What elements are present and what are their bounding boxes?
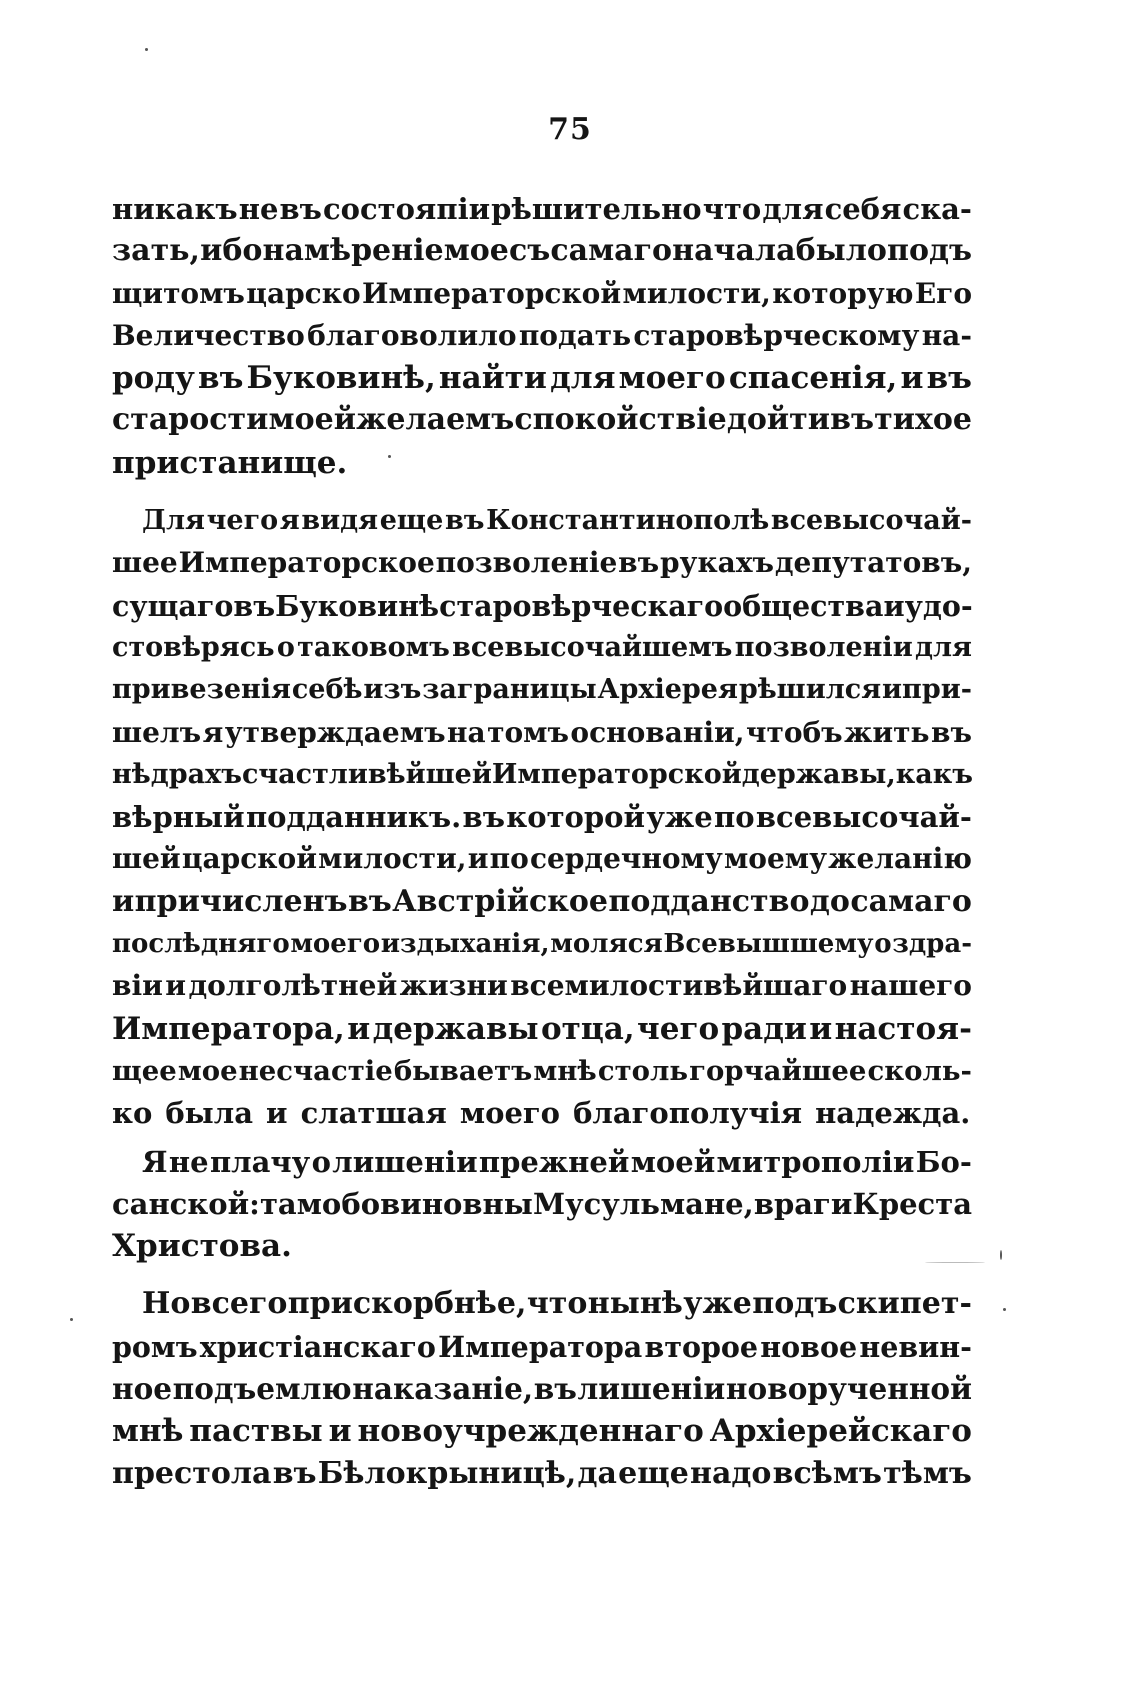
word: утверждаемъ (224, 715, 446, 749)
word: найти (438, 360, 547, 397)
word: о (276, 631, 295, 663)
word: изъ (363, 674, 422, 706)
word: позволеніе (435, 546, 618, 580)
word: щитомъ (112, 276, 245, 310)
word: горчайшее (689, 1054, 867, 1087)
word: жизни (399, 969, 508, 1003)
word: бываетъ (393, 1054, 533, 1087)
word: моего (290, 929, 381, 960)
text-line (112, 1141, 972, 1183)
word: въ (347, 883, 392, 919)
word: въ (533, 1371, 577, 1407)
body-text (112, 188, 972, 1495)
word: Мусульмане, (532, 1186, 754, 1221)
word: позволеніи (734, 631, 913, 663)
word: прежней (478, 1144, 630, 1179)
word: Креста (852, 1186, 972, 1221)
word: ска- (902, 192, 972, 226)
word: не (168, 1144, 209, 1179)
word: которой (506, 800, 646, 835)
word: подъ (887, 233, 972, 269)
word: и (883, 588, 905, 623)
word: привезенія (112, 674, 291, 706)
word: отца, (541, 1010, 635, 1047)
word: Я (142, 1144, 168, 1179)
text-line (112, 585, 972, 627)
word: моляся (550, 929, 663, 960)
word: что (526, 1286, 588, 1322)
word: нашего (849, 969, 972, 1003)
word: чего (206, 505, 279, 537)
word: тамо (259, 1186, 342, 1221)
word: державы (372, 1010, 539, 1047)
word: рѣшился (738, 674, 882, 706)
text-line (112, 1410, 972, 1452)
word: старости (112, 402, 269, 438)
word: и (900, 360, 924, 397)
word: въ (462, 800, 505, 835)
word: и (112, 883, 135, 919)
word: нѣдрахъ (112, 758, 242, 790)
word: новоучрежденнаго (357, 1413, 704, 1450)
paragraph-gap (112, 484, 972, 500)
word: надежда. (815, 1096, 971, 1131)
word: и (809, 1010, 833, 1047)
word: тѣмъ (883, 1455, 972, 1491)
word: Буковинѣ, (246, 360, 436, 397)
word: подъемлю (172, 1371, 352, 1407)
word: плачу (209, 1144, 311, 1179)
paragraph-3 (112, 1141, 972, 1268)
word: долголѣтней (188, 969, 398, 1003)
text-line (112, 923, 972, 965)
word: Его (914, 276, 972, 310)
word: по (713, 800, 755, 835)
word: подать (518, 318, 632, 352)
word: подданникъ. (245, 800, 462, 835)
word: бо (341, 1186, 381, 1221)
word: чего (637, 1010, 720, 1047)
text-line (112, 754, 972, 796)
word: Бо- (915, 1144, 972, 1179)
paragraph-2 (112, 500, 972, 1134)
word: престола (112, 1455, 272, 1491)
word: щее (112, 1054, 177, 1087)
word: второе (644, 1329, 759, 1364)
word: милости, (318, 842, 467, 876)
word: подъ (752, 1286, 838, 1322)
word: о (874, 929, 892, 960)
word: митрополіи (716, 1144, 915, 1179)
word: моего (459, 1096, 561, 1131)
word: Христова. (112, 1228, 292, 1265)
text-line (112, 357, 972, 399)
word: роду (112, 360, 195, 397)
word: что (702, 192, 762, 226)
word: послѣдняго (112, 929, 290, 960)
word: моему (723, 842, 828, 876)
text-line (112, 1326, 972, 1368)
word: шей (112, 842, 181, 876)
word: намѣреніе (262, 233, 444, 269)
word: удо- (904, 588, 973, 623)
word: шее (112, 546, 178, 580)
word: зать, (112, 233, 200, 269)
word: на- (921, 318, 972, 352)
word: по (489, 842, 529, 876)
word: которую (772, 276, 914, 310)
word: Архіерейскаго (709, 1413, 972, 1450)
word: ибо (200, 233, 263, 269)
text-line (112, 1092, 972, 1134)
word: христіанскаго (199, 1329, 436, 1364)
word: Императора, (112, 1010, 345, 1047)
word: всевысочайшемъ (452, 631, 733, 663)
word: Всевышшему (663, 929, 874, 960)
word: рѣшительно (491, 192, 702, 226)
word: благоволило (307, 318, 517, 352)
word: Императорской (362, 276, 622, 310)
word: всего (190, 1286, 288, 1322)
word: всевысочай- (770, 505, 972, 537)
word: я (202, 715, 224, 749)
scan-speck (70, 1318, 73, 1321)
text-line (112, 273, 972, 315)
text-line (112, 669, 972, 711)
word: благополучія (573, 1096, 803, 1131)
word: ромъ (112, 1329, 198, 1364)
word: для (762, 192, 824, 226)
word: счастливѣйшей (241, 758, 492, 790)
word: сколь- (867, 1054, 972, 1087)
word: въ (272, 1455, 317, 1491)
word: настоя- (834, 1010, 972, 1047)
word: шелъ (112, 715, 202, 749)
word: какъ (895, 758, 973, 790)
word: старовѣрческому (633, 318, 920, 352)
text-line (112, 1283, 972, 1325)
text-line (112, 442, 972, 484)
word: была (165, 1096, 253, 1131)
word: таковомъ (297, 631, 450, 663)
scan-speck (145, 48, 148, 51)
word: съ (508, 233, 551, 269)
word: самаго (850, 883, 972, 919)
paragraph-1 (112, 188, 972, 484)
word: основаніи, (570, 715, 745, 749)
word: въ (233, 588, 276, 623)
word: царской (181, 842, 317, 876)
word: еще (379, 505, 444, 537)
word: Но (142, 1286, 191, 1322)
scan-speck (925, 1262, 985, 1263)
word: несчастіе (238, 1054, 393, 1087)
word: желанію (828, 842, 972, 876)
word: видя (301, 505, 379, 537)
text-line (112, 1050, 972, 1092)
word: скипет- (837, 1286, 972, 1322)
text-line (112, 230, 972, 272)
word: паствы (189, 1413, 323, 1450)
word: вѣрный (112, 800, 245, 835)
word: мое (177, 1054, 238, 1087)
word: никакъ (112, 192, 238, 226)
word: пристанище. (112, 444, 348, 481)
word: въ (444, 505, 485, 537)
word: невин- (859, 1329, 972, 1364)
word: новорученной (725, 1371, 972, 1407)
word: рукахъ (659, 546, 774, 580)
word: Императора (438, 1329, 643, 1364)
word: въ (930, 715, 972, 749)
word: для (915, 631, 972, 663)
text-line (112, 188, 972, 230)
word: старовѣрческаго (439, 588, 724, 623)
word: моего (618, 360, 726, 397)
word: санской: (112, 1186, 260, 1221)
word: было (795, 233, 887, 269)
word: спокойствіе (514, 402, 727, 438)
text-line (112, 627, 972, 669)
word: жить (844, 715, 930, 749)
word: мое (443, 233, 509, 269)
word: въ (198, 360, 244, 397)
word: подданство (608, 883, 810, 919)
text-line (112, 1225, 972, 1267)
text-line (112, 1368, 972, 1410)
word: и (165, 969, 187, 1003)
word: наказаніе, (352, 1371, 534, 1407)
word: ко (112, 1096, 153, 1131)
word: слатшая (300, 1096, 447, 1131)
word: моей (630, 1144, 716, 1179)
word: ради (721, 1010, 807, 1047)
word: царско (246, 276, 361, 310)
word: въ (926, 360, 972, 397)
paragraph-4 (112, 1283, 972, 1494)
word: себя (824, 192, 902, 226)
word: до (809, 883, 850, 919)
word: Архіерея (597, 674, 738, 706)
word: всемилостивѣйшаго (510, 969, 848, 1003)
word: заграницы (422, 674, 597, 706)
text-line (112, 1183, 972, 1225)
word: ное (112, 1371, 173, 1407)
word: и (347, 1010, 371, 1047)
text-line (112, 542, 972, 584)
scan-speck (1000, 1250, 1002, 1260)
text-line (112, 500, 972, 542)
word: да (577, 1455, 617, 1491)
page-number: 75 (548, 112, 592, 147)
word: уже (683, 1286, 752, 1322)
word: Величество (112, 318, 305, 352)
word: сущаго (112, 588, 234, 623)
word: всевысочай- (755, 800, 972, 835)
word: надо (690, 1455, 772, 1491)
word: Бѣлокрыницѣ, (317, 1455, 577, 1491)
word: чтобъ (745, 715, 843, 749)
word: себѣ (291, 674, 363, 706)
text-line (112, 712, 972, 754)
word: общества (723, 588, 884, 623)
text-line (112, 838, 972, 880)
scan-speck (1003, 1308, 1006, 1311)
word: начала (672, 233, 796, 269)
word: на (447, 715, 486, 749)
word: въ (618, 546, 660, 580)
text-line (112, 315, 972, 357)
word: издыханія, (380, 929, 550, 960)
word: столь (597, 1054, 689, 1087)
word: для (550, 360, 616, 397)
word: самаго (550, 233, 672, 269)
word: томъ (487, 715, 569, 749)
word: новое (760, 1329, 858, 1364)
word: состояпіи (322, 192, 491, 226)
word: сердечному (529, 842, 723, 876)
text-line (112, 965, 972, 1007)
scan-speck (388, 455, 391, 458)
text-line (112, 881, 972, 923)
word: стовѣрясь (112, 631, 275, 663)
word: ипри- (882, 674, 972, 706)
word: Австрійское (392, 883, 609, 919)
text-line (112, 399, 972, 441)
word: тихое (874, 402, 972, 438)
word: и (467, 842, 489, 876)
word: виновны (380, 1186, 533, 1221)
text-line (112, 1453, 972, 1495)
word: не (238, 192, 279, 226)
word: здра- (892, 929, 972, 960)
word: я (279, 505, 300, 537)
word: мнѣ (533, 1054, 597, 1087)
word: мнѣ (112, 1413, 184, 1450)
word: Буковинѣ (275, 588, 440, 623)
word: віи (112, 969, 163, 1003)
word: моей (268, 402, 356, 438)
word: Для (142, 505, 205, 537)
word: причисленъ (134, 883, 348, 919)
word: милости, (622, 276, 771, 310)
word: Константинополѣ (486, 505, 770, 537)
text-line (112, 1008, 972, 1050)
word: и (328, 1413, 352, 1450)
word: уже (646, 800, 713, 835)
word: враги (753, 1186, 853, 1221)
word: депутатовъ, (774, 546, 972, 580)
text-line (112, 796, 972, 838)
word: дойти (726, 402, 830, 438)
word: въ (279, 192, 322, 226)
word: желаемъ (356, 402, 515, 438)
word: и (266, 1096, 288, 1131)
word: въ (830, 402, 874, 438)
word: еще (618, 1455, 689, 1491)
word: лишеніи (332, 1144, 478, 1179)
word: нынѣ (587, 1286, 683, 1322)
word: всѣмъ (772, 1455, 882, 1491)
word: о (311, 1144, 331, 1179)
paragraph-gap (112, 1267, 972, 1283)
word: Императорское (178, 546, 435, 580)
word: Императорской (491, 758, 742, 790)
word: прискорбнѣе, (287, 1286, 527, 1322)
word: спасенія, (728, 360, 898, 397)
word: лишеніи (577, 1371, 726, 1407)
word: державы, (741, 758, 896, 790)
